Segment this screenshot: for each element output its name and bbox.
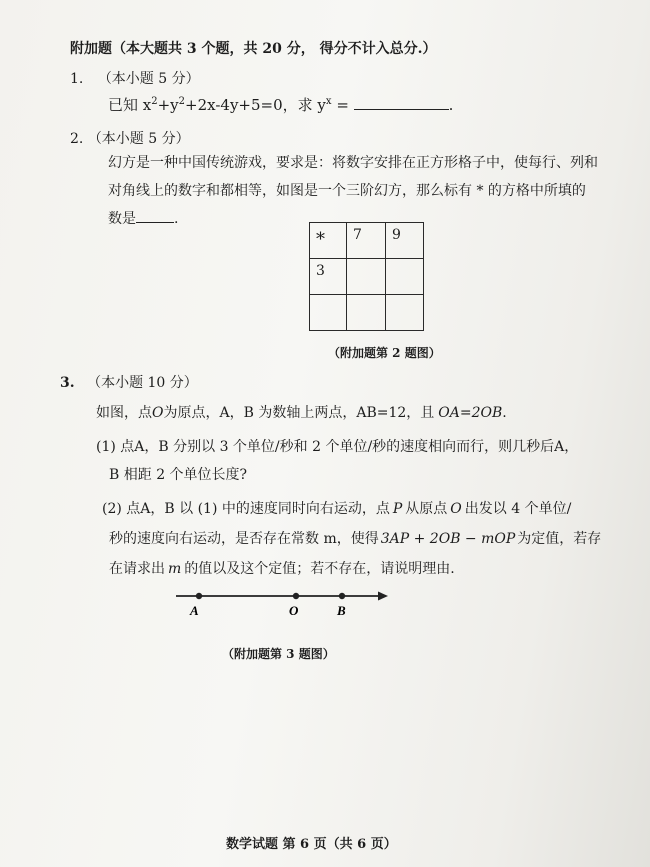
point-a-dot <box>196 593 202 599</box>
q1-heading <box>70 68 200 88</box>
q2-figure-caption: （附加题第 2 题图） <box>328 346 441 360</box>
point-o-dot <box>293 593 299 599</box>
q1-eq-equal: = <box>331 96 354 114</box>
q3-intro-o: O <box>152 405 164 421</box>
q3-heading <box>60 372 198 392</box>
number-line-arrow-icon <box>378 592 388 601</box>
q3-part2-expr: 3AP + 2OB − mOP <box>380 531 516 547</box>
q3-part2-a2: 从原点 <box>405 501 448 517</box>
q3-part2-c2: 的值以及这个定值；若不存在，请说明理由. <box>184 561 455 577</box>
grid-cell: 3 <box>310 259 347 295</box>
q1-eq-mid2: +2x-4y+5=0，求 y <box>185 96 326 114</box>
q1-points: （本小题 5 分） <box>97 71 200 87</box>
q1-number: 1. <box>70 71 84 87</box>
section-title: 附加题（本大题共 3 个题，共 20 分， 得分不计入总分.） <box>70 41 437 57</box>
q3-part2-b1: 秒的速度向右运动，是否存在常数 m，使得 <box>109 531 379 547</box>
q2-tail: . <box>174 211 179 227</box>
q3-figure-caption: （附加题第 3 题图） <box>222 647 335 661</box>
q1-sup-x: x <box>325 96 332 107</box>
q3-intro-end: . <box>502 405 507 421</box>
q3-intro-a: 如图，点 <box>96 405 152 421</box>
q2-line-3 <box>108 208 178 228</box>
grid-row <box>310 295 424 331</box>
q1-sup-1: 2 <box>151 96 158 107</box>
q3-part2-a3: 出发以 4 个单位/ <box>464 501 572 517</box>
q1-text-pre: 已知 x <box>108 96 152 114</box>
q3-points: （本小题 10 分） <box>87 375 198 391</box>
q3-part2-b2: 为定值，若存 <box>517 531 602 547</box>
q2-line-1: 幻方是一种中国传统游戏，要求是：将数字安排在正方形格子中，使每行、列和 <box>108 155 598 171</box>
q3-part2-line1 <box>102 498 571 518</box>
q3-part2-p: P <box>392 501 403 517</box>
q2-heading <box>70 128 190 148</box>
q1-eq-mid1: +y <box>157 96 179 114</box>
point-b-label: B <box>337 603 346 618</box>
q3-intro <box>96 402 507 422</box>
q3-part1-line1: (1) 点A，B 分别以 3 个单位/秒和 2 个单位/秒的速度相向而行，则几秒后A， <box>96 439 579 455</box>
q1-equation <box>108 94 453 115</box>
q2-number: 2. <box>70 131 84 147</box>
grid-cell: 9 <box>386 223 424 259</box>
q3-part1-line2: B 相距 2 个单位长度? <box>109 467 248 483</box>
q3-part2-line2 <box>109 528 601 548</box>
q1-sup-2: 2 <box>178 96 186 107</box>
point-b-dot <box>339 593 345 599</box>
page-footer: 数学试题 第 6 页（共 6 页） <box>226 837 397 852</box>
q3-part2-c1: 在请求出 <box>109 561 165 577</box>
q3-part2-o: O <box>450 501 462 517</box>
q3-number: 3. <box>60 375 75 391</box>
q3-intro-eq: OA=2OB <box>438 405 503 421</box>
grid-cell: 7 <box>347 223 386 259</box>
number-line-figure <box>170 584 400 620</box>
grid-cell <box>386 295 424 331</box>
magic-square-grid <box>309 222 424 331</box>
grid-cell <box>347 259 386 295</box>
q1-answer-blank[interactable] <box>354 109 449 110</box>
grid-cell: * <box>310 223 347 259</box>
q2-answer-blank[interactable] <box>136 222 174 223</box>
point-o-label: O <box>289 603 299 618</box>
point-a-label: A <box>190 603 199 618</box>
q1-tail: . <box>448 96 454 114</box>
grid-row <box>310 259 424 295</box>
q2-points: （本小题 5 分） <box>87 131 190 147</box>
q3-part2-a1: (2) 点A，B 以 (1) 中的速度同时向右运动，点 <box>102 501 390 517</box>
q3-part2-line3 <box>109 558 455 578</box>
q3-intro-b: 为原点，A，B 为数轴上两点，AB=12，且 <box>163 405 435 421</box>
grid-cell <box>386 259 424 295</box>
grid-cell <box>310 295 347 331</box>
grid-cell <box>347 295 386 331</box>
q3-part2-m: m <box>168 561 182 577</box>
q2-line-2: 对角线上的数字和都相等，如图是一个三阶幻方，那么标有 * 的方格中所填的 <box>108 183 586 199</box>
grid-row <box>310 223 424 259</box>
q2-line-3-text: 数是 <box>108 211 136 227</box>
